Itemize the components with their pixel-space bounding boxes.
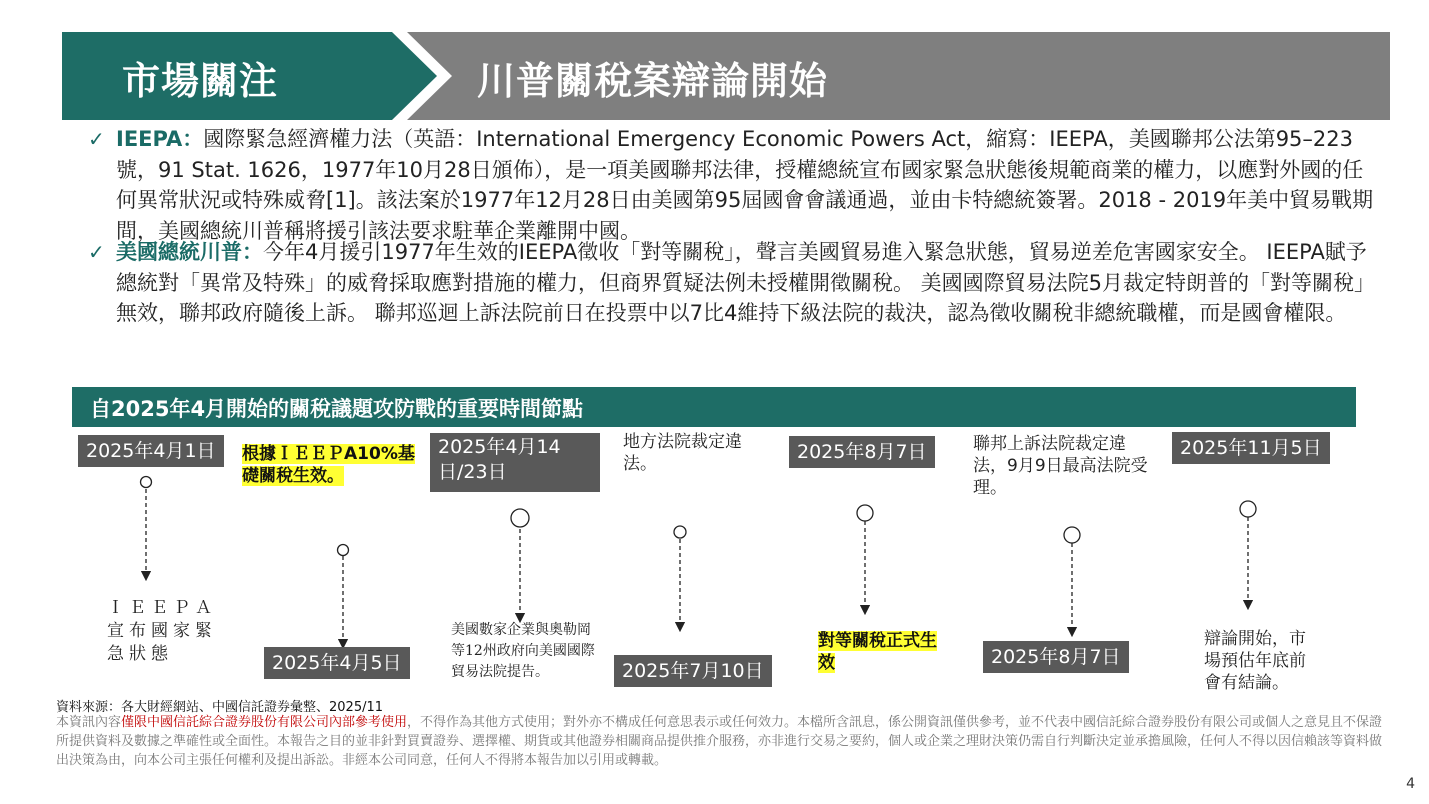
bullet-term: IEEPA：	[116, 127, 204, 151]
event-desc: ＩＥＥＰＡ宣布國家緊急狀態	[107, 598, 217, 664]
timeline-node	[857, 505, 873, 521]
event-desc: 根據ＩＥＥＰA10%基礎關稅生效。	[242, 444, 415, 486]
event-desc: 聯邦上訴法院裁定違法，9月9日最高法院受理。	[973, 434, 1148, 498]
event-date: 2025年8月7日	[983, 641, 1129, 673]
page-number: 4	[1406, 776, 1415, 792]
event-desc: 對等關稅正式生效	[818, 631, 937, 673]
section-label: 市場關注	[122, 59, 279, 103]
bullet-term: 美國總統川普：	[116, 240, 263, 264]
disclaimer-highlight: 僅限中國信託綜合證券股份有限公司內部參考使用	[121, 715, 408, 730]
event-date: 2025年4月5日	[264, 647, 410, 679]
page-title: 川普關稅案辯論開始	[477, 59, 829, 103]
event-date: 2025年8月7日	[789, 436, 935, 468]
timeline-node	[674, 526, 686, 538]
timeline-title: 自2025年4月開始的關稅議題攻防戰的重要時間節點	[90, 397, 584, 421]
bullet-body: 今年4月援引1977年生效的IEEPA徵收「對等關稅」，聲言美國貿易進入緊急狀態，貿易逆差危害國家安全。 IEEPA賦予總統對「異常及特殊」的威脅採取應對措施的權力，但商界質疑法例未授權開徵關稅。 美國國際貿易法院5月裁定特朗普的「對等關稅」無效，聯邦政府隨後上訴。 聯邦巡迴上訴法院前日在投票中以7比4維持下級法院的裁決，認為徵收關稅非總統職權，而是國會權限。	[116, 240, 1376, 326]
event-date: 2025年11月5日	[1172, 432, 1330, 464]
event-date: 2025年4月14日/23日	[430, 433, 600, 492]
bullet-body: 國際緊急經濟權力法（英語：International Emergency Economic Powers Act，縮寫：IEEPA，美國聯邦公法第95–223號，91 Stat. 1626，1977年10月28日頒佈），是一項美國聯邦法律，授權總統宣布國家緊急狀態後規範商業的權力，以應對外國的任何異常狀況或特殊威脅[1]。該法案於1977年12月28日由美國第95屆國會會議通過，並由卡特總統簽署。2018 - 2019年美中貿易戰期間，美國總統川普稱將援引該法要求駐華企業離開中國。	[116, 127, 1374, 243]
timeline-node	[141, 477, 152, 488]
timeline-node	[511, 509, 529, 527]
check-icon: ✓	[88, 127, 105, 151]
timeline-node	[338, 545, 349, 556]
timeline-node	[1064, 527, 1080, 543]
event-desc: 美國數家企業與奧勒岡等12州政府向美國國際貿易法院提告。	[451, 622, 595, 680]
timeline-node	[1240, 501, 1256, 517]
event-desc: 辯論開始，市場預估年底前會有結論。	[1204, 629, 1306, 693]
disclaimer: 本資訊內容僅限中國信託綜合證券股份有限公司內部參考使用，不得作為其他方式使用；對外亦不構成任何意思表示或任何效力。本檔所含訊息，係公開資訊僅供參考，並不代表中國信託綜合證券股份有限公司或個人之意見且不保證所提供資料及數據之準確性或全面性。本報告之目的並非針對買賣證券、選擇權、期貨或其他證券相關商品提供推介服務，亦非進行交易之要約，個人或企業之理財決策仍需自行判斷決定並承擔風險，任何人不得以因信賴該等資料做出決策為由，向本公司主張任何權利及提出訴訟。非經本公司同意，任何人不得將本報告加以引用或轉載。	[56, 715, 1383, 768]
check-icon: ✓	[88, 240, 105, 264]
event-date: 2025年4月1日	[78, 435, 224, 467]
event-date: 2025年7月10日	[614, 655, 772, 687]
source-note: 資料來源：各大財經網站、中國信託證券彙整、2025/11	[56, 700, 384, 715]
event-desc: 地方法院裁定違法。	[623, 432, 742, 474]
